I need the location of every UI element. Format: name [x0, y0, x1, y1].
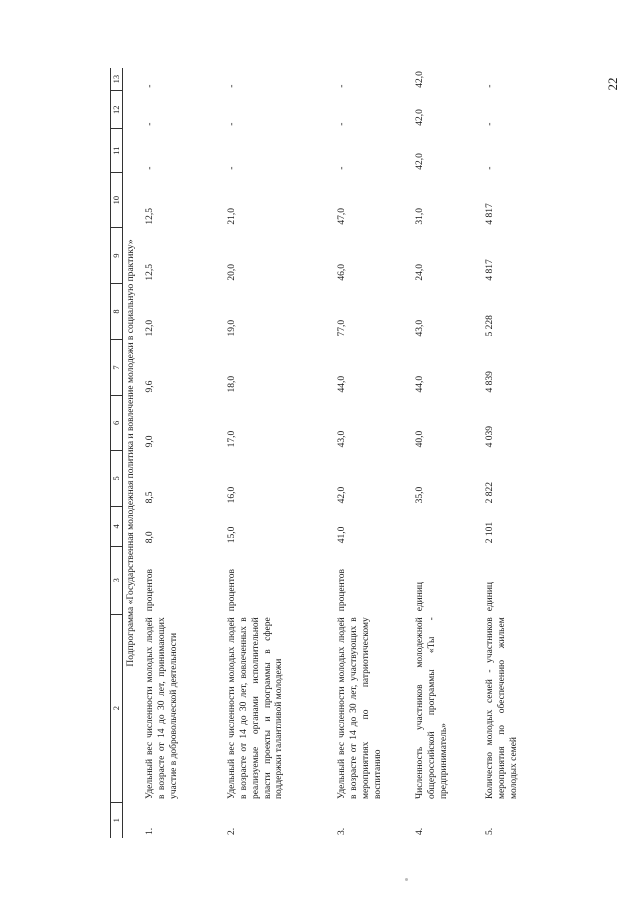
- value-cell: 44,0: [336, 375, 347, 393]
- value-cell: 43,0: [336, 430, 347, 448]
- col-header: 4: [111, 506, 123, 546]
- value-cell: 9,6: [144, 380, 155, 393]
- unit: процентов: [336, 569, 347, 612]
- value-cell: [414, 506, 484, 546]
- row-number: 4.: [414, 827, 425, 835]
- value-cell: 2 822: [484, 481, 495, 504]
- table-row: [226, 68, 336, 838]
- value-cell: 9,0: [144, 435, 155, 448]
- row-number: 1.: [144, 827, 155, 835]
- value-cell: -: [226, 84, 237, 88]
- value-cell: -: [226, 166, 237, 170]
- col-header: 7: [111, 340, 123, 396]
- value-cell: 44,0: [414, 375, 425, 393]
- value-cell: -: [336, 166, 347, 170]
- page-number: 22: [605, 77, 620, 91]
- value-cell: 24,0: [414, 263, 425, 281]
- value-cell: 8,0: [144, 531, 155, 544]
- table-row: [336, 68, 414, 838]
- value-cell: 4 817: [484, 203, 495, 225]
- value-cell: -: [144, 122, 155, 126]
- col-header: 9: [111, 228, 123, 284]
- indicator-name: Численность участников молодежной общероссийской программы «Ты - предприниматель»: [414, 617, 449, 800]
- value-cell: 12,5: [144, 208, 155, 225]
- value-cell: -: [484, 84, 495, 88]
- indicators-table: [110, 68, 544, 838]
- value-cell: 4 839: [484, 371, 495, 393]
- value-cell: 5 228: [484, 315, 495, 337]
- value-cell: -: [144, 84, 155, 88]
- indicator-name: Удельный вес численности молодых людей в возрасте от 14 до 30 лет, принимающих участие в добровольческой деятельности: [144, 617, 179, 800]
- row-number: 5.: [484, 827, 495, 835]
- value-cell: 31,0: [414, 208, 425, 225]
- value-cell: 77,0: [336, 319, 347, 337]
- unit: единиц: [414, 581, 425, 612]
- scan-dot: [405, 878, 408, 881]
- table-row: [144, 68, 226, 838]
- value-cell: 40,0: [414, 430, 425, 448]
- col-header: 13: [111, 68, 123, 91]
- value-cell: 43,0: [414, 319, 425, 337]
- col-header: 10: [111, 173, 123, 228]
- unit: процентов: [144, 569, 155, 612]
- value-cell: 42,0: [414, 71, 425, 88]
- subprogram-title: Подпрограмма «Государственная молодежная политика и вовлечение молодежи в социальную практику»: [126, 239, 136, 667]
- value-cell: 16,0: [226, 486, 237, 504]
- row-number: 2.: [226, 827, 237, 835]
- value-cell: 41,0: [336, 526, 347, 544]
- col-header: 1: [111, 802, 123, 838]
- value-cell: 42,0: [414, 109, 425, 126]
- indicator-name: Удельный вес численности молодых людей в возрасте от 14 до 30 лет, участвующих в мероприятиях по патриотическому воспитанию: [336, 617, 383, 800]
- value-cell: 12,5: [144, 263, 155, 281]
- row-number: 3.: [336, 827, 347, 835]
- unit: процентов: [226, 569, 237, 612]
- col-header: 5: [111, 450, 123, 506]
- rotated-table-region: [110, 68, 574, 838]
- value-cell: -: [336, 122, 347, 126]
- col-header: 12: [111, 91, 123, 129]
- value-cell: 47,0: [336, 208, 347, 225]
- col-header: 6: [111, 395, 123, 450]
- indicator-name: Количество молодых семей - участников мероприятия по обеспечению жильем молодых семей: [484, 617, 519, 800]
- value-cell: 20,0: [226, 263, 237, 281]
- value-cell: 18,0: [226, 375, 237, 393]
- value-cell: 4 039: [484, 426, 495, 448]
- value-cell: 8,5: [144, 491, 155, 504]
- value-cell: 19,0: [226, 319, 237, 337]
- value-cell: 21,0: [226, 208, 237, 225]
- value-cell: 12,0: [144, 319, 155, 337]
- value-cell: 2 101: [484, 521, 495, 544]
- value-cell: -: [336, 84, 347, 88]
- table-row: [414, 68, 484, 838]
- col-header: 8: [111, 284, 123, 340]
- value-cell: 17,0: [226, 430, 237, 448]
- value-cell: -: [226, 122, 237, 126]
- subprogram-title-row: [123, 68, 144, 838]
- value-cell: 15,0: [226, 526, 237, 544]
- value-cell: -: [484, 122, 495, 126]
- value-cell: 46,0: [336, 263, 347, 281]
- value-cell: 42,0: [336, 486, 347, 504]
- value-cell: 4 817: [484, 259, 495, 281]
- table-row: [484, 68, 544, 838]
- value-cell: 35,0: [414, 486, 425, 504]
- value-cell: -: [484, 166, 495, 170]
- column-header-row: [111, 68, 123, 838]
- unit: единиц: [484, 581, 495, 612]
- col-header: 2: [111, 614, 123, 802]
- indicator-name: Удельный вес численности молодых людей в возрасте от 14 до 30 лет, вовлеченных в реализуемые органами исполнительной власти проекты и программы в сфере поддержки талантливой молодежи: [226, 617, 285, 800]
- value-cell: -: [144, 166, 155, 170]
- value-cell: 42,0: [414, 153, 425, 170]
- col-header: 3: [111, 546, 123, 614]
- col-header: 11: [111, 129, 123, 173]
